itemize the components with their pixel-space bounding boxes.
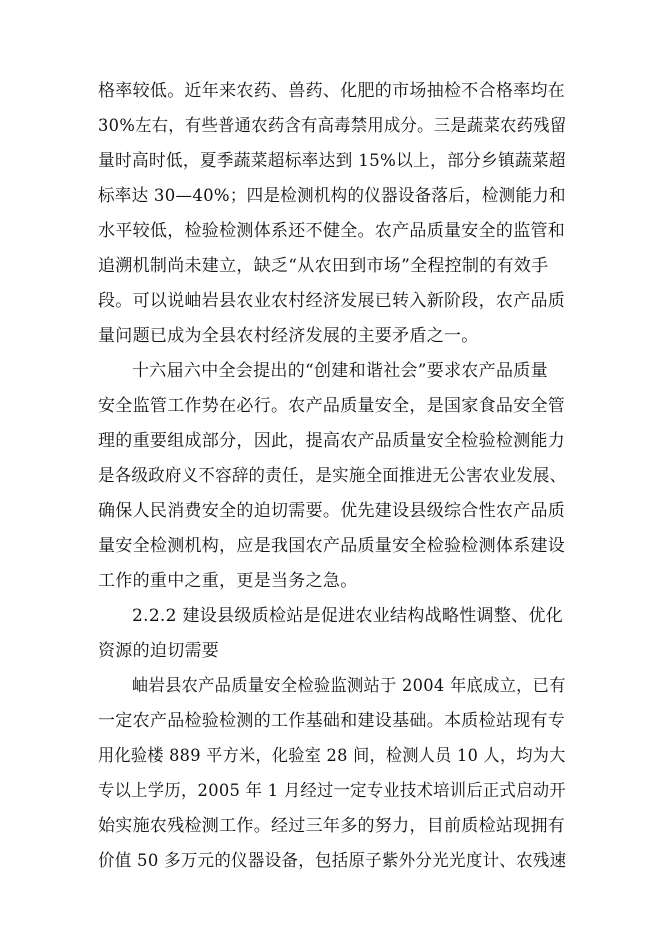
text-line: 岫岩县农产品质量安全检验监测站于 2004 年底成立，已有 <box>132 676 566 696</box>
text-line: 十六届六中全会提出的“创建和谐社会”要求农产品质量 <box>132 361 548 381</box>
text-line: 安全监管工作势在必行。农产品质量安全，是国家食品安全管 <box>98 396 566 416</box>
text-line: 标率达 30—40%；四是检测机构的仪器设备落后，检测能力和 <box>98 186 566 206</box>
text-line: 用化验楼 889 平方米，化验室 28 间，检测人员 10 人，均为大 <box>98 746 566 766</box>
text-line: 一定农产品检验检测的工作基础和建设基础。本质检站现有专 <box>98 711 566 731</box>
section-heading-line: 资源的迫切需要 <box>98 641 220 661</box>
text-line: 30%左右，有些普通农药含有高毒禁用成分。三是蔬菜农药残留 <box>98 116 567 136</box>
text-line: 是各级政府义不容辞的责任，是实施全面推进无公害农业发展、 <box>98 466 567 486</box>
section-heading-line: 2.2.2 建设县级质检站是促进农业结构战略性调整、优化 <box>132 606 564 626</box>
text-line: 工作的重中之重，更是当务之急。 <box>98 571 358 591</box>
text-line: 量安全检测机构，应是我国农产品质量安全检验检测体系建设 <box>98 536 566 556</box>
text-line: 量问题已成为全县农村经济发展的主要矛盾之一。 <box>98 326 479 346</box>
text-line: 格率较低。近年来农药、兽药、化肥的市场抽检不合格率均在 <box>98 81 566 101</box>
text-line: 追溯机制尚未建立，缺乏“从农田到市场”全程控制的有效手 <box>98 256 549 276</box>
text-line: 水平较低，检验检测体系还不健全。农产品质量安全的监管和 <box>98 221 566 241</box>
text-line: 段。可以说岫岩县农业农村经济发展已转入新阶段，农产品质 <box>98 291 566 311</box>
text-line: 理的重要组成部分，因此，提高农产品质量安全检验检测能力 <box>98 431 566 451</box>
text-line: 价值 50 多万元的仪器设备，包括原子紫外分光光度计、农残速 <box>98 851 567 871</box>
text-line: 确保人民消费安全的迫切需要。优先建设县级综合性农产品质 <box>98 501 566 521</box>
text-line: 始实施农残检测工作。经过三年多的努力，目前质检站现拥有 <box>98 816 566 836</box>
text-line: 量时高时低，夏季蔬菜超标率达到 15%以上，部分乡镇蔬菜超 <box>98 151 566 171</box>
text-line: 专以上学历，2005 年 1 月经过一定专业技术培训后正式启动开 <box>98 781 566 801</box>
